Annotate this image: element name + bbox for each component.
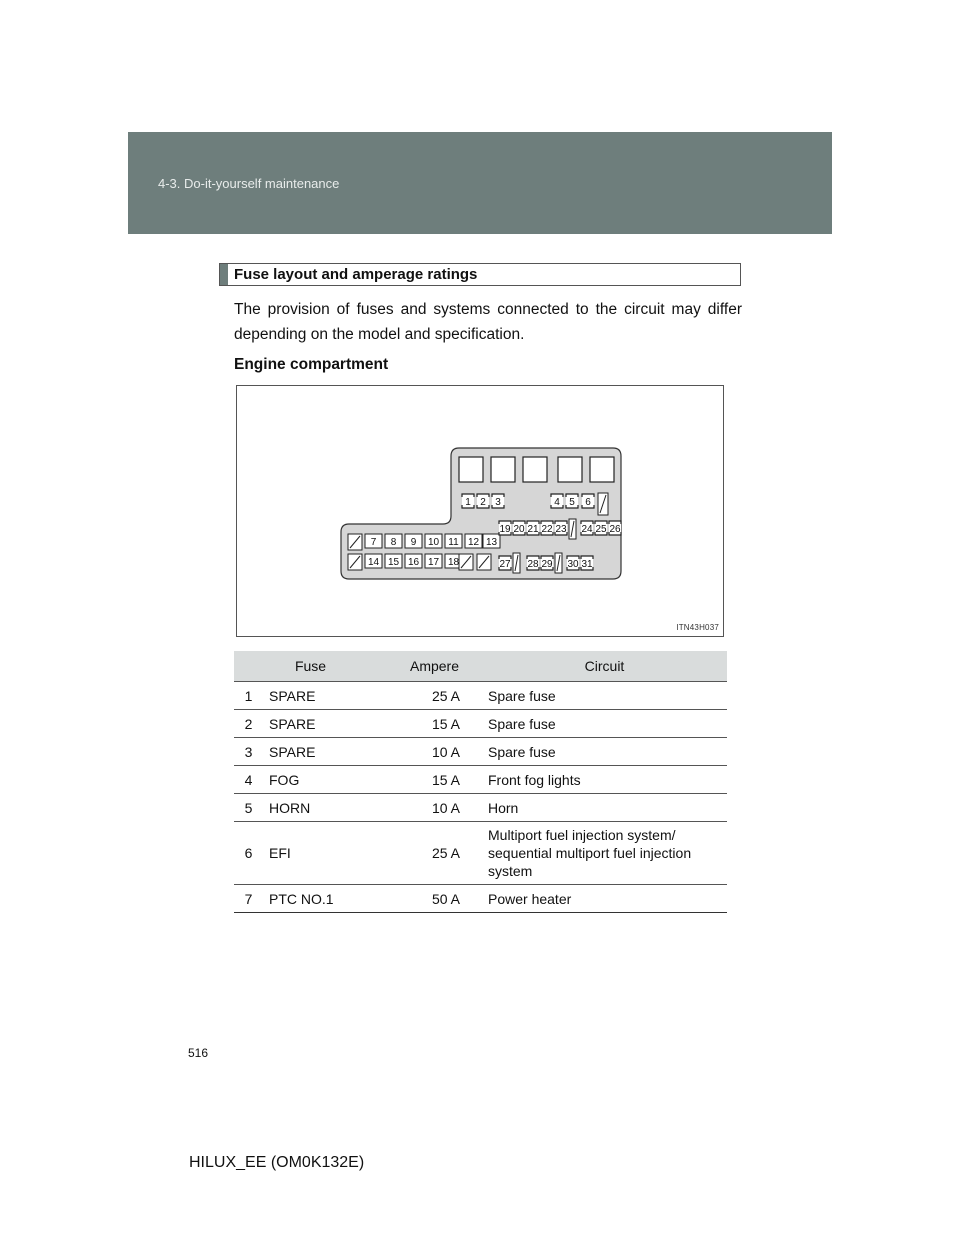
relay-block <box>590 457 614 482</box>
fuse-label: 31 <box>581 559 593 570</box>
fuse-label: 6 <box>585 497 591 508</box>
fuse-name: SPARE <box>263 738 387 766</box>
fuse-label: 3 <box>495 497 501 508</box>
relay-block <box>523 457 547 482</box>
relay-block <box>558 457 582 482</box>
fuse-label: 20 <box>513 524 525 535</box>
fuse-label: 27 <box>499 559 511 570</box>
fuse-circuit: Power heater <box>482 885 727 913</box>
table-row <box>234 822 727 885</box>
fuse-label: 17 <box>427 557 440 568</box>
fuse-label: 11 <box>448 537 459 548</box>
table-row <box>234 682 727 710</box>
fuse-label: 14 <box>367 557 380 568</box>
fuse-number: 3 <box>234 738 263 766</box>
fuse-ampere: 10 A <box>387 794 482 822</box>
fuse-ampere: 50 A <box>387 885 482 913</box>
fuse-number: 6 <box>234 822 263 885</box>
fuse-label: 18 <box>447 557 460 568</box>
fuse-label: 23 <box>555 524 567 535</box>
fuse-number: 5 <box>234 794 263 822</box>
table-row <box>234 885 727 913</box>
fuse-label: 8 <box>390 537 397 548</box>
fuse-ampere: 15 A <box>387 710 482 738</box>
fuse-label: 21 <box>527 524 539 535</box>
fuse-ampere: 25 A <box>387 822 482 885</box>
fuse-label: 26 <box>609 524 621 535</box>
fuse-label: 10 <box>427 537 440 548</box>
fuse-ampere: 10 A <box>387 738 482 766</box>
table-row <box>234 738 727 766</box>
fuse-label: 24 <box>581 524 593 535</box>
fuse-circuit: Multiport fuel injection system/ sequential multiport fuel injection system <box>482 822 727 885</box>
subheading-engine-compartment: Engine compartment <box>234 356 389 373</box>
relay-block <box>491 457 515 482</box>
fuse-circuit: Spare fuse <box>482 682 727 710</box>
fuse-box-illustration <box>237 386 725 638</box>
fuse-label: 15 <box>387 557 400 568</box>
fuse-number: 2 <box>234 710 263 738</box>
relay-block <box>459 457 483 482</box>
fuse-label: 22 <box>541 524 553 535</box>
table-row <box>234 794 727 822</box>
section-title: 4-3. Do-it-yourself maintenance <box>158 176 340 191</box>
fuse-circuit: Horn <box>482 794 727 822</box>
fuse-label: 5 <box>569 497 575 508</box>
fuse-table <box>234 651 727 913</box>
fuse-circuit: Front fog lights <box>482 766 727 794</box>
fuse-label: 2 <box>480 497 486 508</box>
table-header-row <box>234 651 727 682</box>
fuse-circuit: Spare fuse <box>482 710 727 738</box>
fuse-ampere: 25 A <box>387 682 482 710</box>
fuse-number: 1 <box>234 682 263 710</box>
fuse-label: 25 <box>595 524 607 535</box>
fuse-name: SPARE <box>263 682 387 710</box>
fuse-box-diagram <box>236 385 724 637</box>
header-ampere: Ampere <box>387 651 482 682</box>
fuse-label: 13 <box>485 537 498 548</box>
heading-accent-bar <box>220 264 228 285</box>
fuse-name: PTC NO.1 <box>263 885 387 913</box>
figure-reference: ITN43H037 <box>676 623 719 632</box>
header-circuit: Circuit <box>482 651 727 682</box>
fuse-number: 4 <box>234 766 263 794</box>
fuse-label: 28 <box>527 559 539 570</box>
fuse-label: 29 <box>541 559 553 570</box>
fuse-label: 12 <box>467 537 480 548</box>
fuse-label: 4 <box>554 497 560 508</box>
section-heading-box <box>219 263 741 286</box>
header-fuse: Fuse <box>234 651 387 682</box>
fuse-circuit: Spare fuse <box>482 738 727 766</box>
fuse-ampere: 15 A <box>387 766 482 794</box>
table-row <box>234 710 727 738</box>
header-band <box>128 132 832 234</box>
intro-paragraph: The provision of fuses and systems connected to the circuit may differ depending on the model and specification. <box>234 301 742 343</box>
fuse-label: 30 <box>567 559 579 570</box>
fuse-name: HORN <box>263 794 387 822</box>
page-number: 516 <box>188 1046 209 1060</box>
fuse-label: 7 <box>370 537 377 548</box>
fuse-label: 16 <box>407 557 420 568</box>
fuse-name: FOG <box>263 766 387 794</box>
fuse-label: 1 <box>465 497 471 508</box>
fuse-label: 9 <box>410 537 417 548</box>
fuse-name: SPARE <box>263 710 387 738</box>
fuse-number: 7 <box>234 885 263 913</box>
fuse-label: 19 <box>499 524 511 535</box>
section-heading: Fuse layout and amperage ratings <box>234 266 478 283</box>
footer-model-code: HILUX_EE (OM0K132E) <box>189 1154 365 1171</box>
fuse-name: EFI <box>263 822 387 885</box>
table-row <box>234 766 727 794</box>
